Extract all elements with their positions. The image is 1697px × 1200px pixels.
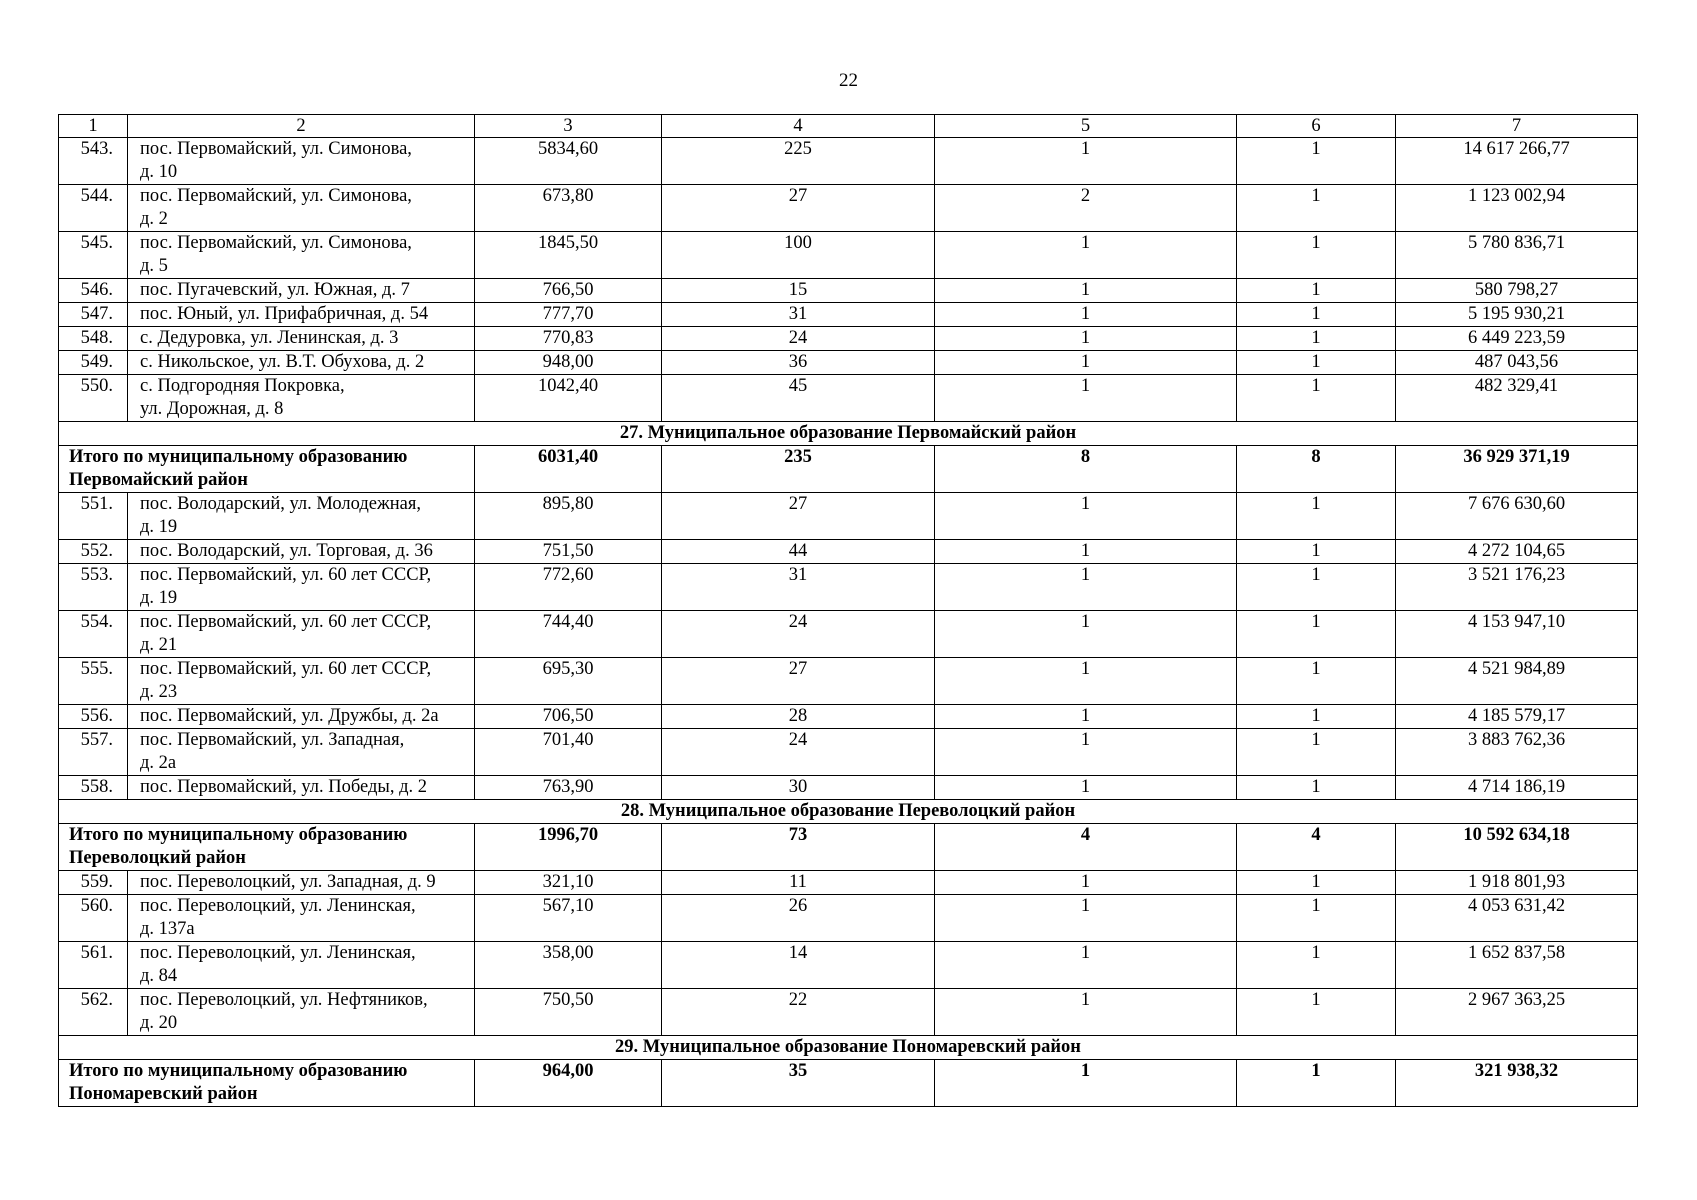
table-row [59, 279, 1638, 303]
subtotal-label [59, 1060, 475, 1107]
area-cell: 948,00 [475, 351, 662, 375]
cost-cell: 6 449 223,59 [1396, 327, 1638, 351]
address-line: пос. Первомайский, ул. 60 лет СССР, [140, 659, 432, 679]
count-cell: 44 [662, 540, 935, 564]
column-number: 1 [59, 115, 128, 138]
subtotal-label-line: Итого по муниципальному образованию [69, 825, 408, 845]
address-cell [128, 729, 475, 776]
col5-cell: 1 [935, 232, 1237, 279]
table-row [59, 138, 1638, 185]
subtotal-label [59, 824, 475, 871]
subtotal-label-line: Итого по муниципальному образованию [69, 1061, 408, 1081]
count-cell: 28 [662, 705, 935, 729]
cost-cell: 4 153 947,10 [1396, 611, 1638, 658]
col5-cell: 8 [935, 446, 1237, 493]
address-line: с. Подгородняя Покровка, [140, 376, 345, 396]
col6-cell: 1 [1237, 493, 1396, 540]
area-cell: 701,40 [475, 729, 662, 776]
table-row [59, 185, 1638, 232]
area-cell: 750,50 [475, 989, 662, 1036]
section-title: 27. Муниципальное образование Первомайский район [59, 422, 1638, 446]
col5-cell: 1 [935, 303, 1237, 327]
address-line: с. Никольское, ул. В.Т. Обухова, д. 2 [140, 352, 425, 372]
cost-cell: 4 714 186,19 [1396, 776, 1638, 800]
row-number: 556. [59, 705, 128, 729]
count-cell: 11 [662, 871, 935, 895]
row-number: 551. [59, 493, 128, 540]
section-title: 29. Муниципальное образование Пономаревский район [59, 1036, 1638, 1060]
address-line: д. 20 [140, 1013, 178, 1033]
area-cell: 673,80 [475, 185, 662, 232]
count-cell: 30 [662, 776, 935, 800]
col6-cell: 1 [1237, 776, 1396, 800]
section-heading-row [59, 1036, 1638, 1060]
area-cell: 766,50 [475, 279, 662, 303]
address-cell [128, 351, 475, 375]
cost-cell: 1 123 002,94 [1396, 185, 1638, 232]
cost-cell: 4 185 579,17 [1396, 705, 1638, 729]
cost-cell: 1 918 801,93 [1396, 871, 1638, 895]
count-cell: 24 [662, 327, 935, 351]
subtotal-label-line: Пономаревский район [69, 1084, 258, 1104]
address-line: д. 2 [140, 209, 168, 229]
address-cell [128, 871, 475, 895]
count-cell: 225 [662, 138, 935, 185]
register-table [58, 114, 1638, 1107]
count-cell: 235 [662, 446, 935, 493]
count-cell: 27 [662, 185, 935, 232]
col5-cell: 1 [935, 351, 1237, 375]
count-cell: 15 [662, 279, 935, 303]
cost-cell: 580 798,27 [1396, 279, 1638, 303]
col6-cell: 1 [1237, 375, 1396, 422]
col6-cell: 1 [1237, 279, 1396, 303]
col6-cell: 4 [1237, 824, 1396, 871]
address-line: пос. Первомайский, ул. Дружбы, д. 2а [140, 706, 439, 726]
column-number: 7 [1396, 115, 1638, 138]
address-line: д. 10 [140, 162, 178, 182]
col6-cell: 1 [1237, 895, 1396, 942]
subtotal-label-line: Итого по муниципальному образованию [69, 447, 408, 467]
address-line: д. 19 [140, 588, 178, 608]
cost-cell: 2 967 363,25 [1396, 989, 1638, 1036]
col5-cell: 1 [935, 327, 1237, 351]
table-row [59, 611, 1638, 658]
area-cell: 358,00 [475, 942, 662, 989]
count-cell: 26 [662, 895, 935, 942]
count-cell: 45 [662, 375, 935, 422]
address-line: пос. Первомайский, ул. Победы, д. 2 [140, 777, 428, 797]
address-cell [128, 493, 475, 540]
count-cell: 100 [662, 232, 935, 279]
table-row [59, 871, 1638, 895]
col5-cell: 1 [935, 776, 1237, 800]
col6-cell: 1 [1237, 232, 1396, 279]
column-number: 3 [475, 115, 662, 138]
address-line: пос. Первомайский, ул. Западная, [140, 730, 405, 750]
area-cell: 1042,40 [475, 375, 662, 422]
table-row [59, 351, 1638, 375]
col5-cell: 1 [935, 375, 1237, 422]
col6-cell: 1 [1237, 658, 1396, 705]
row-number: 545. [59, 232, 128, 279]
col6-cell: 1 [1237, 705, 1396, 729]
col5-cell: 1 [935, 1060, 1237, 1107]
address-cell [128, 989, 475, 1036]
cost-cell: 5 780 836,71 [1396, 232, 1638, 279]
count-cell: 24 [662, 611, 935, 658]
row-number: 546. [59, 279, 128, 303]
table-row [59, 375, 1638, 422]
row-number: 561. [59, 942, 128, 989]
col6-cell: 1 [1237, 351, 1396, 375]
address-line: пос. Переволоцкий, ул. Ленинская, [140, 896, 416, 916]
address-cell [128, 564, 475, 611]
address-cell [128, 942, 475, 989]
address-cell [128, 375, 475, 422]
address-line: пос. Первомайский, ул. Симонова, [140, 186, 412, 206]
address-line: д. 21 [140, 635, 178, 655]
col5-cell: 1 [935, 611, 1237, 658]
table-row [59, 729, 1638, 776]
address-cell [128, 540, 475, 564]
cost-cell: 321 938,32 [1396, 1060, 1638, 1107]
subtotal-label-line: Переволоцкий район [69, 848, 246, 868]
address-cell [128, 776, 475, 800]
address-line: пос. Первомайский, ул. Симонова, [140, 233, 412, 253]
section-heading-row [59, 422, 1638, 446]
count-cell: 36 [662, 351, 935, 375]
col5-cell: 1 [935, 895, 1237, 942]
subtotal-label [59, 446, 475, 493]
count-cell: 24 [662, 729, 935, 776]
cost-cell: 14 617 266,77 [1396, 138, 1638, 185]
row-number: 553. [59, 564, 128, 611]
table-row [59, 232, 1638, 279]
col5-cell: 1 [935, 493, 1237, 540]
address-cell [128, 658, 475, 705]
column-number: 2 [128, 115, 475, 138]
address-line: д. 19 [140, 517, 178, 537]
cost-cell: 36 929 371,19 [1396, 446, 1638, 493]
row-number: 560. [59, 895, 128, 942]
row-number: 544. [59, 185, 128, 232]
row-number: 548. [59, 327, 128, 351]
address-line: д. 137а [140, 919, 195, 939]
column-number: 5 [935, 115, 1237, 138]
area-cell: 772,60 [475, 564, 662, 611]
col6-cell: 1 [1237, 564, 1396, 611]
address-line: д. 84 [140, 966, 178, 986]
col5-cell: 1 [935, 540, 1237, 564]
row-number: 557. [59, 729, 128, 776]
address-cell [128, 138, 475, 185]
row-number: 559. [59, 871, 128, 895]
address-line: пос. Володарский, ул. Молодежная, [140, 494, 422, 514]
count-cell: 73 [662, 824, 935, 871]
address-line: пос. Юный, ул. Прифабричная, д. 54 [140, 304, 429, 324]
subtotal-label-line: Первомайский район [69, 470, 248, 490]
table-row [59, 705, 1638, 729]
row-number: 549. [59, 351, 128, 375]
row-number: 552. [59, 540, 128, 564]
address-cell [128, 327, 475, 351]
area-cell: 777,70 [475, 303, 662, 327]
col6-cell: 1 [1237, 185, 1396, 232]
col5-cell: 1 [935, 279, 1237, 303]
col6-cell: 1 [1237, 303, 1396, 327]
cost-cell: 3 883 762,36 [1396, 729, 1638, 776]
cost-cell: 3 521 176,23 [1396, 564, 1638, 611]
area-cell: 695,30 [475, 658, 662, 705]
address-line: д. 23 [140, 682, 178, 702]
col5-cell: 1 [935, 564, 1237, 611]
section-title: 28. Муниципальное образование Переволоцкий район [59, 800, 1638, 824]
cost-cell: 4 053 631,42 [1396, 895, 1638, 942]
address-line: с. Дедуровка, ул. Ленинская, д. 3 [140, 328, 399, 348]
cost-cell: 10 592 634,18 [1396, 824, 1638, 871]
count-cell: 14 [662, 942, 935, 989]
address-line: пос. Первомайский, ул. 60 лет СССР, [140, 565, 432, 585]
table-row [59, 776, 1638, 800]
section-heading-row [59, 800, 1638, 824]
col6-cell: 1 [1237, 1060, 1396, 1107]
col6-cell: 1 [1237, 989, 1396, 1036]
table-row [59, 327, 1638, 351]
col5-cell: 2 [935, 185, 1237, 232]
col6-cell: 1 [1237, 942, 1396, 989]
address-line: пос. Переволоцкий, ул. Нефтяников, [140, 990, 428, 1010]
address-cell [128, 895, 475, 942]
area-cell: 1845,50 [475, 232, 662, 279]
col6-cell: 1 [1237, 540, 1396, 564]
col5-cell: 1 [935, 871, 1237, 895]
col5-cell: 4 [935, 824, 1237, 871]
column-number: 4 [662, 115, 935, 138]
area-cell: 964,00 [475, 1060, 662, 1107]
col6-cell: 1 [1237, 871, 1396, 895]
row-number: 555. [59, 658, 128, 705]
area-cell: 770,83 [475, 327, 662, 351]
col5-cell: 1 [935, 658, 1237, 705]
col5-cell: 1 [935, 705, 1237, 729]
col6-cell: 1 [1237, 729, 1396, 776]
subtotal-row [59, 446, 1638, 493]
area-cell: 567,10 [475, 895, 662, 942]
table-row [59, 989, 1638, 1036]
col5-cell: 1 [935, 942, 1237, 989]
cost-cell: 487 043,56 [1396, 351, 1638, 375]
address-line: д. 2а [140, 753, 177, 773]
cost-cell: 5 195 930,21 [1396, 303, 1638, 327]
table-row [59, 895, 1638, 942]
count-cell: 31 [662, 564, 935, 611]
col6-cell: 1 [1237, 327, 1396, 351]
col5-cell: 1 [935, 989, 1237, 1036]
address-line: пос. Переволоцкий, ул. Западная, д. 9 [140, 872, 436, 892]
table-row [59, 564, 1638, 611]
cost-cell: 1 652 837,58 [1396, 942, 1638, 989]
area-cell: 1996,70 [475, 824, 662, 871]
area-cell: 744,40 [475, 611, 662, 658]
area-cell: 6031,40 [475, 446, 662, 493]
table-row [59, 942, 1638, 989]
area-cell: 706,50 [475, 705, 662, 729]
cost-cell: 4 272 104,65 [1396, 540, 1638, 564]
row-number: 543. [59, 138, 128, 185]
table-row [59, 658, 1638, 705]
address-line: пос. Первомайский, ул. 60 лет СССР, [140, 612, 432, 632]
address-line: ул. Дорожная, д. 8 [140, 399, 284, 419]
count-cell: 27 [662, 493, 935, 540]
cost-cell: 7 676 630,60 [1396, 493, 1638, 540]
column-numbers-row [59, 115, 1638, 138]
address-line: пос. Переволоцкий, ул. Ленинская, [140, 943, 416, 963]
col5-cell: 1 [935, 729, 1237, 776]
area-cell: 321,10 [475, 871, 662, 895]
count-cell: 35 [662, 1060, 935, 1107]
subtotal-row [59, 1060, 1638, 1107]
address-cell [128, 611, 475, 658]
column-number: 6 [1237, 115, 1396, 138]
address-cell [128, 232, 475, 279]
row-number: 550. [59, 375, 128, 422]
col6-cell: 1 [1237, 138, 1396, 185]
address-line: пос. Володарский, ул. Торговая, д. 36 [140, 541, 433, 561]
row-number: 554. [59, 611, 128, 658]
address-cell [128, 303, 475, 327]
col6-cell: 1 [1237, 611, 1396, 658]
cost-cell: 4 521 984,89 [1396, 658, 1638, 705]
col6-cell: 8 [1237, 446, 1396, 493]
area-cell: 5834,60 [475, 138, 662, 185]
cost-cell: 482 329,41 [1396, 375, 1638, 422]
count-cell: 31 [662, 303, 935, 327]
address-line: пос. Первомайский, ул. Симонова, [140, 139, 412, 159]
address-line: пос. Пугачевский, ул. Южная, д. 7 [140, 280, 410, 300]
area-cell: 751,50 [475, 540, 662, 564]
address-cell [128, 185, 475, 232]
page-number: 22 [839, 70, 858, 91]
address-line: д. 5 [140, 256, 168, 276]
area-cell: 895,80 [475, 493, 662, 540]
address-cell [128, 705, 475, 729]
subtotal-row [59, 824, 1638, 871]
area-cell: 763,90 [475, 776, 662, 800]
table-row [59, 540, 1638, 564]
count-cell: 22 [662, 989, 935, 1036]
table-row [59, 493, 1638, 540]
count-cell: 27 [662, 658, 935, 705]
row-number: 547. [59, 303, 128, 327]
col5-cell: 1 [935, 138, 1237, 185]
row-number: 562. [59, 989, 128, 1036]
address-cell [128, 279, 475, 303]
table-row [59, 303, 1638, 327]
row-number: 558. [59, 776, 128, 800]
